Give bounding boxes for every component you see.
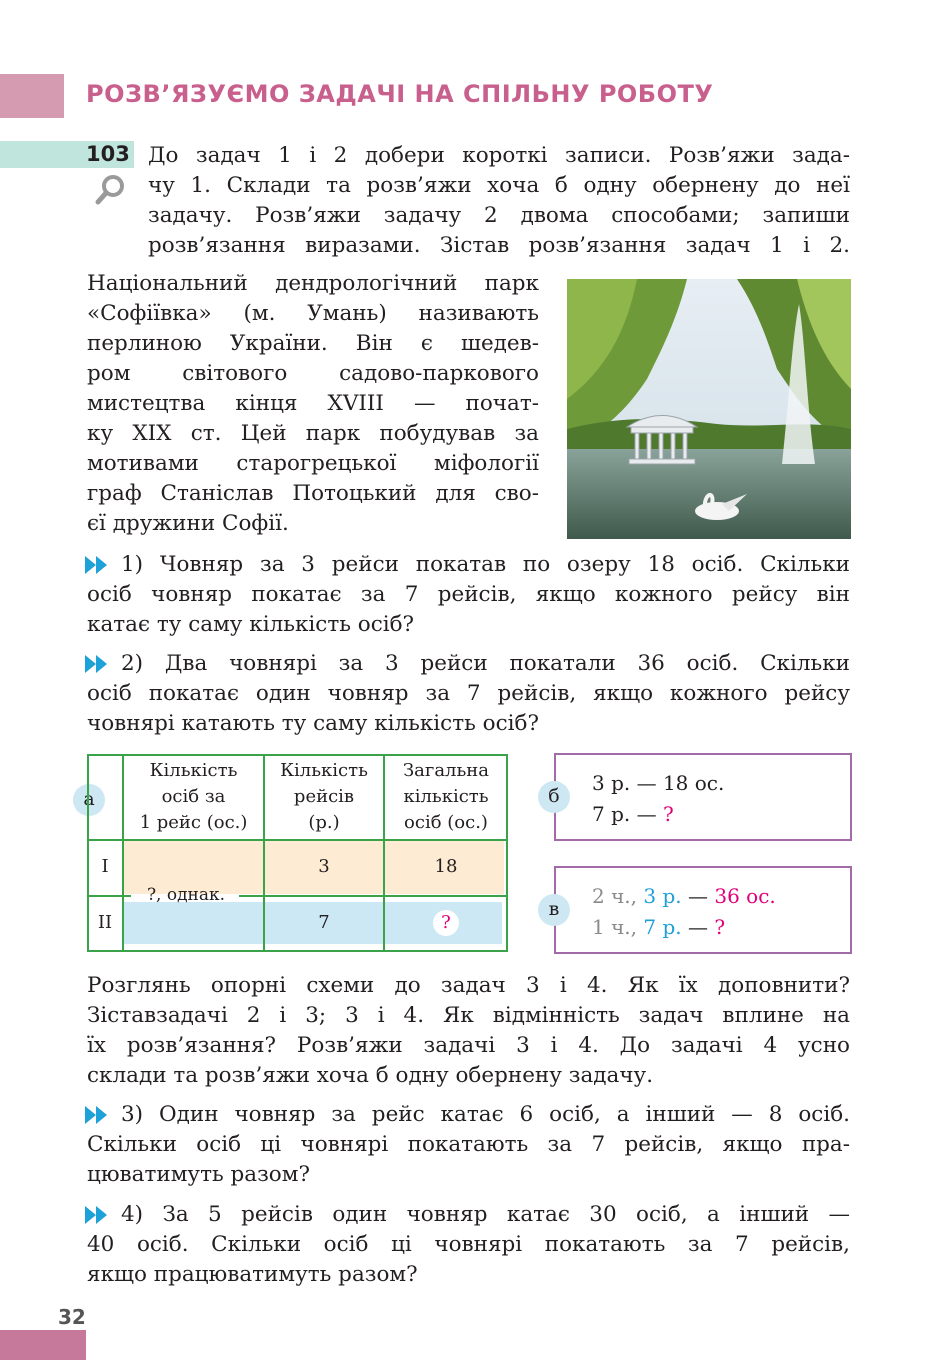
question-mark: ? [441, 912, 451, 933]
row-2-trips: 7 [318, 912, 330, 933]
scheme-v-question: ? [714, 915, 726, 939]
scheme-v-workers-1: 1 ч., [592, 915, 638, 939]
scheme-b-line-1: 3 р. — 18 ос. [592, 771, 725, 795]
task-3-line: 3) Один човняр за рейс катає 6 осіб, а інший — 8 осіб. [121, 1102, 850, 1127]
task-2-line: 2) Два човнярі за 3 рейси покатали 36 осіб. Скільки [121, 651, 850, 676]
park-photo [567, 279, 851, 539]
park-line: єї дружини Софії. [87, 511, 289, 536]
task-2-line: човнярі катають ту саму кількість осіб? [87, 711, 539, 736]
header-line: осіб (ос.) [404, 812, 488, 833]
task-4-line: 4) За 5 рейсів один човняр катає 30 осіб, а інший — [121, 1202, 850, 1227]
discussion-line: склади та розв’яжи хоча б одну обернену задачу. [87, 1063, 654, 1088]
task-1 [87, 550, 850, 640]
scheme-marker-b: б [538, 781, 570, 813]
discussion-paragraph [87, 971, 850, 1091]
task-1-line: осіб човняр покатає за 7 рейсів, якщо кожного рейсу він [87, 582, 850, 607]
row-1-trips: 3 [318, 856, 330, 877]
scheme-v-dash: — [681, 884, 715, 908]
intro-line: До задач 1 і 2 добери короткі записи. Розв’яжи зада- [148, 143, 850, 168]
scheme-b-question: ? [662, 802, 674, 826]
magnifier-icon [94, 174, 126, 206]
park-line: «Софіївка» (м. Умань) називають [87, 301, 539, 326]
park-line: ром світового садово-паркового [87, 361, 539, 386]
header-line: осіб за [161, 786, 226, 807]
park-line: Національний дендрологічний парк [87, 271, 539, 296]
scheme-v-workers-2: 2 ч., [592, 884, 638, 908]
intro-line: задачу. Розв’яжи задачу 2 двома способами; запиши [148, 203, 850, 228]
header-persons-per-trip [123, 758, 264, 836]
scheme-marker-v: в [538, 894, 570, 926]
park-line: мистецтва кінця XVIII — почат- [87, 391, 539, 416]
header-line: Кількість [149, 760, 238, 781]
scheme-v-line-2 [592, 915, 725, 939]
scheme-v-trips-7: 7 р. [643, 915, 682, 939]
row-label-2: II [97, 912, 113, 933]
row-2-total-question [433, 910, 459, 936]
header-line: (р.) [308, 812, 340, 833]
scheme-v-persons-36: 36 ос. [714, 884, 776, 908]
page-number-band [0, 1330, 86, 1360]
row-label-1: I [101, 856, 109, 877]
scheme-v-dash: — [681, 915, 715, 939]
header-trips [264, 758, 384, 836]
header-line: Загальна [402, 760, 490, 781]
scheme-b-line-2 [592, 802, 674, 826]
scheme-v-trips-3: 3 р. [643, 884, 682, 908]
section-band [0, 74, 64, 118]
park-line: перлиною України. Він є шедев- [87, 331, 539, 356]
task-4-line: 40 осіб. Скільки осіб ці човнярі покатають за 7 рейсів, [87, 1232, 850, 1257]
exercise-number: 103 [86, 142, 130, 166]
task-2-line: осіб покатає один човняр за 7 рейсів, якщо кожного рейсу [87, 681, 850, 706]
task-4-line: якщо працюватимуть разом? [87, 1262, 418, 1287]
scheme-b-box [554, 753, 852, 841]
brace-note: ?, однак. [146, 885, 226, 905]
exercise-intro [148, 141, 850, 261]
pavilion [627, 416, 697, 465]
header-total [384, 758, 508, 836]
task-4 [87, 1200, 850, 1290]
park-line: мотивами старогрецької міфології [87, 451, 539, 476]
header-line: Кількість [280, 760, 368, 781]
scheme-marker-a: а [73, 784, 105, 816]
park-line: граф Станіслав Потоцький для сво- [87, 481, 539, 506]
task-3 [87, 1100, 850, 1190]
short-record-table [87, 754, 508, 952]
scheme-b-prefix: 7 р. — [592, 802, 663, 826]
header-line: 1 рейс (ос.) [139, 812, 248, 833]
task-2 [87, 649, 850, 739]
row-1-total: 18 [434, 856, 458, 877]
page-number: 32 [58, 1305, 86, 1329]
discussion-line: Зіставзадачі 2 і 3; 3 і 4. Як відмінність задач вплине на [87, 1003, 850, 1028]
scheme-v-box [554, 866, 852, 954]
task-3-line: Скільки осіб ці човнярі покатають за 7 рейсів, якщо пра- [87, 1132, 850, 1157]
task-1-line: 1) Човняр за 3 рейси покатав по озеру 18 осіб. Скільки [121, 552, 850, 577]
discussion-line: їх розв’язання? Розв’яжи задачі 3 і 4. До задачі 4 усно [87, 1033, 850, 1058]
park-line: ку XIX ст. Цей парк побудував за [87, 421, 539, 446]
intro-line: розв’язання виразами. Зістав розв’язання задач 1 і 2. [148, 233, 850, 258]
task-1-line: катає ту саму кількість осіб? [87, 612, 415, 637]
task-3-line: цюватимуть разом? [87, 1162, 310, 1187]
park-description [87, 269, 539, 539]
section-title: РОЗВ’ЯЗУЄМО ЗАДАЧІ НА СПІЛЬНУ РОБОТУ [86, 80, 714, 108]
header-line: кількість [403, 786, 489, 807]
discussion-line: Розглянь опорні схеми до задач 3 і 4. Як їх доповнити? [87, 973, 850, 998]
scheme-v-line-1 [592, 884, 776, 908]
intro-line: чу 1. Склади та розв’яжи хоча б одну обернену до неї [148, 173, 850, 198]
header-line: рейсів [293, 786, 355, 807]
